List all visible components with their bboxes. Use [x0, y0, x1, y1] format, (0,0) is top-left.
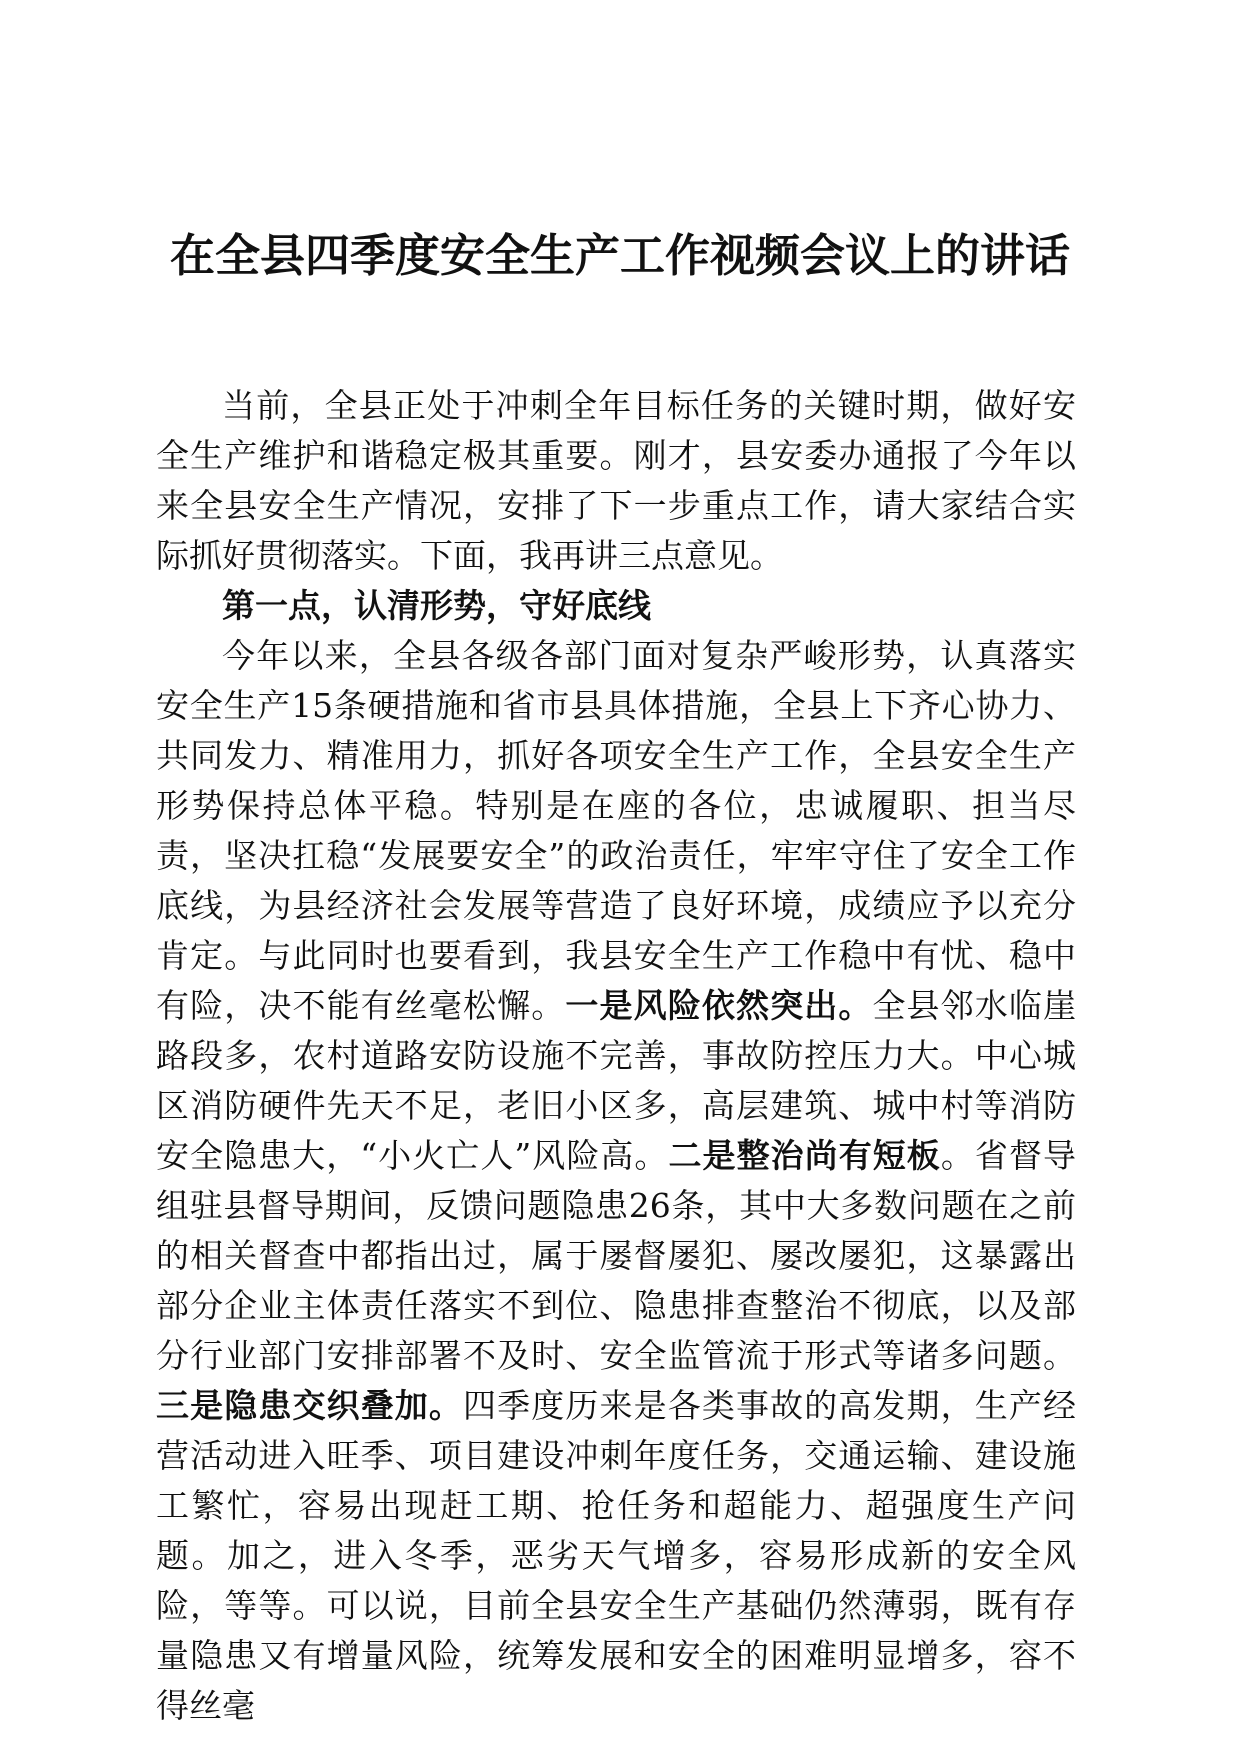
paragraph-text: 全县邻水临崖路段多，农村道路安防设施不完善，事故防控压力大。中心城区消防硬件先天不足，老旧小区多，高层建筑、城中村等消防安全隐患大，“小火亡人”风险高。 [156, 986, 1077, 1175]
document-body [156, 381, 1076, 1731]
intro-paragraph: 当前，全县正处于冲刺全年目标任务的关键时期，做好安全生产维护和谐稳定极其重要。刚才，县安委办通报了今年以来全县安全生产情况，安排了下一步重点工作，请大家结合实际抓好贯彻落实。下面，我再讲三点意见。 [156, 386, 1076, 575]
section-paragraph [156, 631, 1076, 1731]
paragraph-text: 。省督导组驻县督导期间，反馈问题隐患26条，其中大多数问题在之前的相关督查中都指出过，属于屡督屡犯、屡改屡犯，这暴露出部分企业主体责任落实不到位、隐患排查整治不彻底，以及部分行业部门安排部署不及时、安全监管流于形式等诸多问题。 [156, 1136, 1076, 1375]
document-title: 在全县四季度安全生产工作视频会议上的讲话 [169, 229, 1070, 282]
bold-point-3: 三是隐患交织叠加。 [156, 1386, 464, 1425]
bold-point-1: 一是风险依然突出。 [565, 986, 873, 1025]
bold-point-2: 二是整治尚有短板 [668, 1136, 941, 1175]
paragraph-text: 今年以来，全县各级各部门面对复杂严峻形势，认真落实安全生产15条硬措施和省市县具体措施，全县上下齐心协力、共同发力、精准用力，抓好各项安全生产工作，全县安全生产形势保持总体平稳。特别是在座的各位，忠诚履职、担当尽责，坚决扛稳“发展要安全”的政治责任，牢牢守住了安全工作底线，为县经济社会发展等营造了良好环境，成绩应予以充分肯定。与此同时也要看到，我县安全生产工作稳中有忧、稳中有险，决不能有丝毫松懈。 [156, 636, 1076, 1025]
section-heading: 第一点，认清形势，守好底线 [222, 586, 651, 625]
paragraph-text: 四季度历来是各类事故的高发期，生产经营活动进入旺季、项目建设冲刺年度任务，交通运输、建设施工繁忙，容易出现赶工期、抢任务和超能力、超强度生产问题。加之，进入冬季，恶劣天气增多，容易形成新的安全风险，等等。可以说，目前全县安全生产基础仍然薄弱，既有存量隐患又有增量风险，统筹发展和安全的困难明显增多，容不得丝毫 [156, 1386, 1077, 1725]
